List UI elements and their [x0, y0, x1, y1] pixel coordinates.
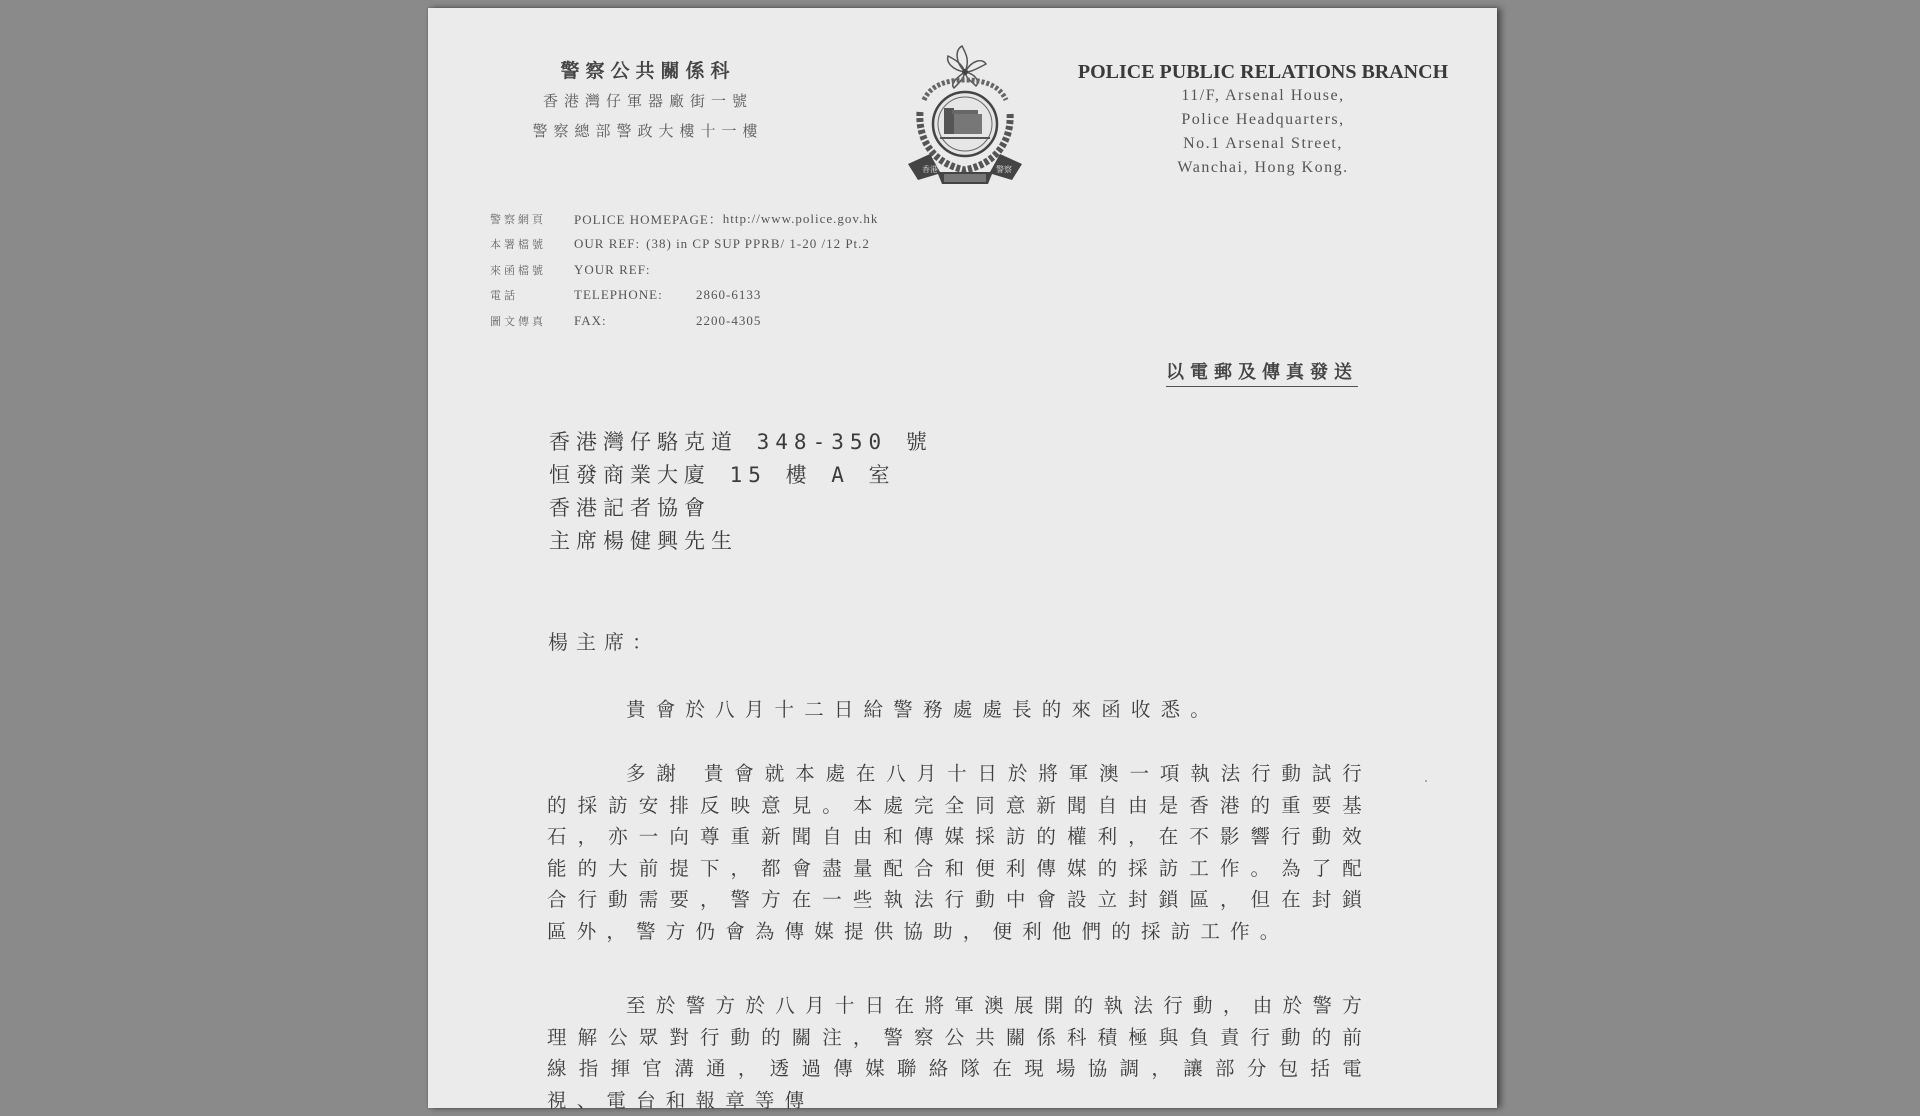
- ref-label: OUR REF:: [574, 236, 641, 252]
- ref-row-fax: [490, 308, 878, 334]
- address-en-line1: 11/F, Arsenal House,: [1181, 87, 1345, 104]
- paragraph-3: 至於警方於八月十日在將軍澳展開的執法行動，由於警方理解公眾對行動的關注，警察公共關係科積極與負責行動的前線指揮官溝通，透過傳媒聯絡隊在現場協調，讓部分包括電視、電台和報章等傳: [547, 994, 1372, 1112]
- ref-label-zh: 本署檔號: [490, 239, 546, 252]
- ref-label: YOUR REF:: [574, 261, 651, 277]
- reference-block: [490, 206, 878, 334]
- homepage-link[interactable]: http://www.police.gov.hk: [722, 210, 879, 226]
- ref-label: FAX:: [574, 312, 607, 328]
- salutation: 楊主席：: [548, 630, 660, 654]
- address-zh-line1: 香港灣仔軍器廠街一號: [542, 92, 753, 110]
- recipient-line: 恒發商業大廈 15 樓 A 室: [549, 463, 896, 487]
- branch-name-en: POLICE PUBLIC RELATIONS BRANCH: [1077, 61, 1449, 83]
- ref-row-telephone: [490, 283, 878, 309]
- ref-row-homepage: [490, 206, 878, 232]
- ref-label-zh: 來函檔號: [490, 264, 546, 277]
- telephone-value: 2860-6133: [696, 287, 762, 303]
- svg-text:香港: 香港: [922, 165, 938, 174]
- delivery-note: 以電郵及傳真發送: [1166, 358, 1358, 387]
- letterhead-chinese: [498, 56, 798, 146]
- recipient-line: 香港灣仔駱克道 348-350 號: [549, 430, 933, 454]
- paragraph-1: 貴會於八月十二日給警務處處長的來函收悉。: [626, 698, 1221, 721]
- ref-label-zh: 電話: [490, 290, 518, 303]
- ref-label: TELEPHONE:: [574, 287, 663, 303]
- paragraph-2: 多謝 貴會就本處在八月十日於將軍澳一項執法行動試行的採訪安排反映意見。本處完全同意新聞自由是香港的重要基石，亦一向尊重新聞自由和傳媒採訪的權利，在不影響行動效能的大前提下，都會盡量配合和便利傳媒的採訪工作。為了配合行動需要，警方在一些執法行動中會設立封鎖區，但在封鎖區外，警方仍會為傳媒提供協助，便利他們的採訪工作。: [547, 762, 1372, 943]
- recipient-line: 香港記者協會: [549, 496, 711, 520]
- address-zh-line2: 警察總部警政大樓十一樓: [532, 122, 764, 140]
- letterhead-english: [1058, 60, 1468, 180]
- police-crest-icon: [900, 42, 1030, 192]
- ref-label-zh: 警察網頁: [490, 213, 546, 226]
- address-en-line2: Police Headquarters,: [1181, 111, 1345, 128]
- address-en-line3: No.1 Arsenal Street,: [1183, 135, 1343, 152]
- letter-page: [428, 8, 1497, 1112]
- our-ref-value: (38) in CP SUP PPRB/ 1-20 /12 Pt.2: [646, 236, 870, 252]
- svg-text:警察: 警察: [996, 165, 1012, 174]
- recipient-address: [549, 426, 933, 558]
- ref-row-our-ref: [490, 232, 878, 258]
- recipient-line: 主席楊健興先生: [549, 529, 738, 553]
- ref-label-zh: 圖文傳真: [490, 315, 546, 328]
- fax-value: 2200-4305: [696, 312, 762, 328]
- branch-name-zh: 警察公共關係科: [560, 60, 736, 82]
- scan-speck: [1425, 780, 1427, 782]
- address-en-line4: Wanchai, Hong Kong.: [1177, 159, 1349, 176]
- ref-label: POLICE HOMEPAGE：: [574, 212, 723, 228]
- ref-row-your-ref: [490, 257, 878, 283]
